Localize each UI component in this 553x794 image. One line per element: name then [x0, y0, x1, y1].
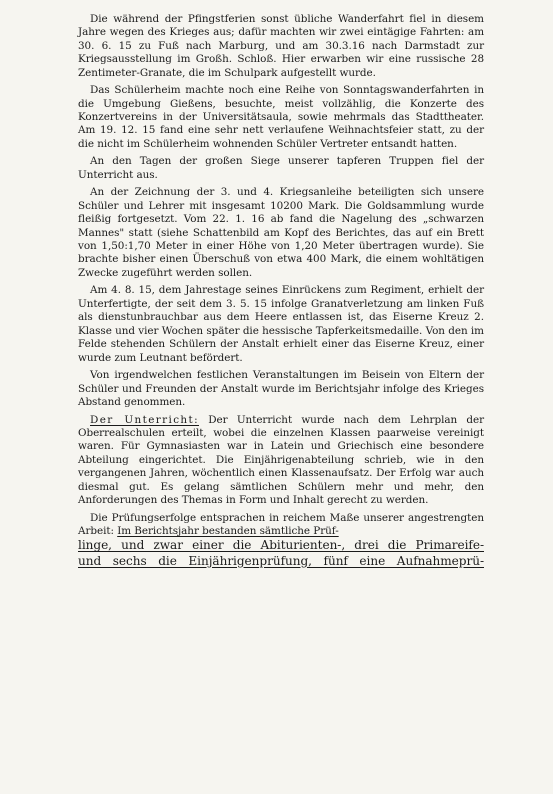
page-text [78, 13, 484, 569]
pruefung-underlined-1: Im Berichtsjahr bestanden sämtliche Prüf- [117, 524, 339, 537]
pruefung-underlined-3: und sechs die Einjährigenprüfung, fünf eine Aufnahmeprü- [78, 553, 484, 568]
paragraph-siege: An den Tagen der großen Siege unserer tapferen Truppen fiel der Unterricht aus. [78, 155, 484, 181]
pruefung-underlined-2: linge, und zwar einer die Abiturienten-, drei die Primareife- [78, 538, 484, 553]
paragraph-eisernes-kreuz: Am 4. 8. 15, dem Jahrestage seines Einrückens zum Regiment, erhielt der Unterfertigte, der seit dem 3. 5. 15 infolge Granatverletzung am linken Fuß als dienstunbrauchbar aus dem Heere entlassen ist, das Eiserne Kreuz 2. Klasse und vier Wochen später die hessische Tapferkeitsmedaille. Von den im Felde stehenden Schülern der Anstalt erhielt einer das Eiserne Kreuz, einer wurde zum Leutnant befördert. [78, 284, 484, 364]
pruefung-lead: Die Prüfungserfolge entsprachen in reichem Maße unserer angestrengten Arbeit: [78, 511, 484, 537]
unterricht-heading: Der Unterricht: [90, 413, 199, 426]
paragraph-pruefungserfolge [78, 512, 484, 569]
paragraph-schuelerheim: Das Schülerheim machte noch eine Reihe von Sonntagswanderfahrten in die Umgebung Gießens, besuchte, meist vollzählig, die Konzerte des Konzertvereins in der Universitätsaula, sowie mehrmals das Stadttheater. Am 19. 12. 15 fand eine sehr nett verlaufene Weihnachtsfeier statt, zu der die nicht im Schülerheim wohnenden Schüler Vertreter entsandt hatten. [78, 84, 484, 150]
paragraph-veranstaltungen: Von irgendwelchen festlichen Veranstaltungen im Beisein von Eltern der Schüler und Freunden der Anstalt wurde im Berichtsjahr infolge des Krieges Abstand genommen. [78, 369, 484, 408]
paragraph-unterricht [78, 414, 484, 508]
unterricht-text: Der Unterricht wurde nach dem Lehrplan der Oberrealschulen erteilt, wobei die einzelnen Klassen paarweise vereinigt waren. Für Gymnasiasten war in Latein und Griechisch eine besondere Abteilung eingerichtet. Die Einjährigenabteilung schrieb, wie in den vergangenen Jahren, wöchentlich einen Klassenaufsatz. Der Erfolg war auch diesmal gut. Es gelang sämtlichen Schülern mehr und mehr, den Anforderungen des Themas in Form und Inhalt gerecht zu werden. [78, 413, 485, 506]
paragraph-kriegsanleihe: An der Zeichnung der 3. und 4. Kriegsanleihe beteiligten sich unsere Schüler und Lehrer mit insgesamt 10200 Mark. Die Goldsammlung wurde fleißig fortgesetzt. Vom 22. 1. 16 ab fand die Nagelung des „schwarzen Mannes" statt (siehe Schattenbild am Kopf des Berichtes, das auf ein Brett von 1,50:1,70 Meter in einer Höhe von 1,20 Meter übertragen wurde). Sie brachte bisher einen Überschuß von etwa 400 Mark, die einem wohltätigen Zwecke zugeführt werden sollen. [78, 186, 484, 279]
paragraph-wanderfahrt: Die während der Pfingstferien sonst übliche Wanderfahrt fiel in diesem Jahre wegen des Krieges aus; dafür machten wir zwei eintägige Fahrten: am 30. 6. 15 zu Fuß nach Marburg, und am 30.3.16 nach Darmstadt zur Kriegsausstellung im Großh. Schloß. Hier erwarben wir eine russische 28 Zentimeter-Granate, die im Schulpark aufgestellt wurde. [78, 13, 484, 79]
